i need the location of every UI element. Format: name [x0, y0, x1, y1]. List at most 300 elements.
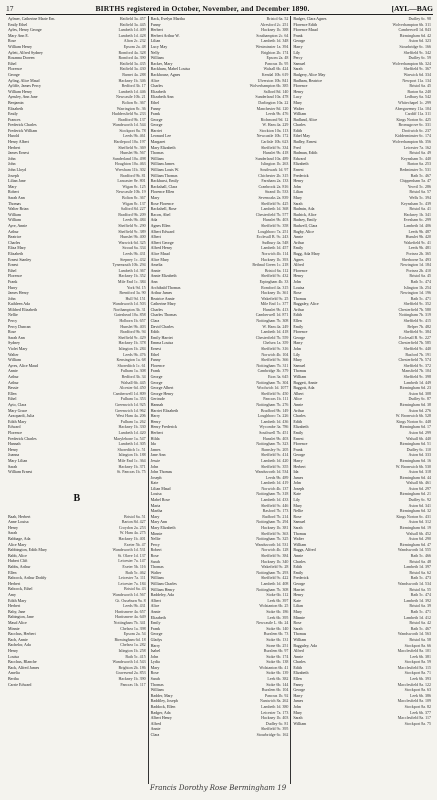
entry-district: Leek — [410, 676, 419, 682]
entry-volume-page: 7b. 308 — [275, 586, 289, 592]
entry-district: Epsom — [123, 631, 135, 637]
entry-volume-page: 10a. 478 — [273, 94, 289, 100]
entry-district: Wandsworth — [112, 301, 133, 307]
entry-name: Ayling, Alice Maud — [8, 77, 40, 83]
entry-district: Lambeth — [118, 27, 133, 33]
entry-district: Bristol — [409, 558, 421, 564]
entry-district: Macclesfield — [397, 698, 419, 704]
entry-volume-page: 1c. 364 — [132, 457, 146, 463]
entry-district: Bristol — [409, 603, 421, 609]
entry-volume-page: 7b. 559 — [275, 334, 289, 340]
entry-district: Whitechapel — [398, 99, 419, 105]
entry-name: Badger, Ada — [150, 709, 171, 715]
entry-district: Wigan — [122, 183, 133, 189]
entry-volume-page: 6a. 43 — [134, 586, 146, 592]
entry-name: Ethel — [8, 60, 17, 66]
entry-name: Backshall, Clara — [150, 183, 178, 189]
entry-volume-page: 1d. 428 — [132, 32, 146, 38]
entry-name: Badman, Edith — [293, 150, 318, 156]
entry-volume-page: 8a. 117 — [418, 715, 432, 721]
entry-district: Kensington — [116, 357, 135, 363]
entry-volume-page: 9c. 398 — [418, 374, 432, 379]
entry-district: Wandsworth — [112, 659, 133, 665]
entry-name: Percy — [293, 55, 303, 61]
entry-name: Fanny — [293, 681, 304, 687]
entry-district: Macclesfield — [397, 681, 419, 687]
entry-volume-page: 6b. 377 — [418, 709, 432, 715]
entry-name: Ellen — [293, 318, 302, 324]
entry-volume-page: 9c. 334 — [275, 144, 289, 150]
entry-volume-page: 5c. 440 — [418, 155, 432, 161]
entry-name: Leonard Lee — [150, 133, 171, 139]
entry-name: Alfred — [293, 262, 304, 268]
entry-district: Barnsley — [261, 446, 276, 452]
entry-district: St. Pancras — [116, 469, 135, 475]
entry-volume-page: 6c. 162 — [275, 732, 289, 737]
entry-district: Marylebone — [113, 435, 133, 441]
entry-district: Droitwich — [402, 127, 419, 133]
entry-name: Samuel — [293, 519, 306, 525]
entry-volume-page: 6b. 97 — [277, 648, 289, 654]
entry-volume-page: 6d. 23 — [420, 385, 432, 391]
entry-name: William Henry — [8, 43, 32, 49]
entry-district: Dudley — [408, 16, 421, 21]
entry-name: Elizabeth — [8, 105, 24, 111]
entry-volume-page: 4b. 33 — [277, 278, 289, 284]
entry-district: Sheffield — [403, 362, 419, 368]
entry-name: Harry — [8, 284, 18, 290]
entry-name: John — [293, 183, 301, 189]
entry-district: Portsea — [406, 250, 419, 256]
entry-name: Frances — [8, 116, 21, 122]
entry-district: Salford — [120, 206, 133, 212]
entry-district: Wandsworth — [397, 580, 419, 586]
entry-volume-page: 6a. 542 — [418, 94, 432, 100]
entry-volume-page: 1b. 361 — [275, 290, 289, 296]
entry-volume-page: 4a. 657 — [132, 608, 146, 614]
entry-name: Harry — [293, 43, 303, 49]
entry-district: Nottingham — [113, 619, 133, 625]
entry-volume-page: 1d. 563 — [418, 631, 432, 637]
entry-name: Badder, Mary — [150, 692, 173, 698]
entry-volume-page: 4b. 104 — [275, 351, 289, 357]
entry-name: Henry — [293, 88, 304, 94]
entry-name: Baggs, Alfred — [293, 547, 316, 553]
entry-volume-page: 7b. 311 — [275, 362, 289, 368]
entry-volume-page: 10b. 172 — [273, 133, 289, 139]
entry-district: Newcastle — [116, 189, 133, 195]
entry-district: Nottingham — [256, 318, 276, 324]
entry-volume-page: 1d. 925 — [132, 401, 146, 407]
entry-name: Hannah — [8, 441, 21, 447]
entry-district: Sheffield — [403, 329, 419, 335]
entry-district: Lambeth — [261, 38, 276, 44]
entry-name: Frederick Charles — [8, 435, 37, 441]
entry-district: Stone — [266, 642, 276, 648]
entry-district: Hackney — [118, 424, 133, 430]
entry-name: Annie — [150, 267, 161, 273]
entry-district: Stockport — [404, 704, 421, 710]
entry-name: John — [293, 704, 301, 710]
entry-name: Rose — [293, 513, 302, 519]
entry-district: W. Bromwich — [395, 413, 419, 419]
entry-volume-page: 1b. 352 — [132, 273, 146, 279]
entry-district: Keynsham — [401, 200, 419, 206]
entry-volume-page: 1b. 341 — [418, 211, 432, 217]
entry-volume-page: 6b. 397 — [275, 597, 289, 603]
entry-district: Alton — [123, 38, 133, 44]
entry-district: Loughboro — [257, 413, 276, 419]
entry-volume-page: 9b. 413 — [275, 306, 289, 312]
entry-district: Lambeth — [118, 88, 133, 94]
entry-name: Harry — [293, 457, 303, 463]
entry-volume-page: 2b. 365 — [418, 250, 432, 256]
entry-name: Florence — [8, 66, 22, 72]
entry-district: Stockport — [404, 720, 421, 726]
entry-district: Bedminster — [399, 167, 419, 173]
entry-volume-page: 1d. 809 — [132, 390, 146, 396]
entry-district: Gt. Ouseburn — [115, 597, 137, 603]
entry-district: Hackney — [118, 273, 133, 279]
entry-volume-page: 1b. 117 — [132, 681, 146, 687]
entry-name: Alice — [150, 77, 160, 83]
entry-district: Sheffield — [403, 49, 419, 55]
page-title: BIRTHS registered in October, November, and December 1890. — [95, 3, 310, 13]
entry-volume-page: 7b. 191 — [418, 351, 432, 357]
entry-district: Chesterfield — [398, 357, 419, 363]
entry-district: Stourbridge — [399, 43, 419, 49]
entry-name: Annie — [150, 608, 161, 614]
entry-district: Stockport — [404, 659, 421, 665]
entry-volume-page: 1c. 61 — [134, 362, 146, 368]
entry-name: William — [150, 155, 164, 161]
entry-name: Joseph — [150, 474, 162, 480]
entry-name: William James — [150, 161, 175, 167]
entry-volume-page: 9c. 389 — [132, 228, 146, 234]
entry-district: Warwick — [118, 239, 133, 245]
entry-name: Arthur — [293, 306, 305, 312]
entry-volume-page: 6d. 19 — [420, 525, 432, 531]
entry-volume-page: 7b. 304 — [275, 379, 289, 385]
entry-name: Bagby, Alice — [293, 228, 314, 234]
entry-name: Sydney — [8, 340, 20, 346]
entry-name: Louisa — [150, 491, 162, 497]
entry-name: Arthur — [8, 379, 19, 385]
entry-district: Wigan — [122, 200, 133, 206]
entry-name: Frank — [293, 32, 303, 38]
entry-volume-page: 4a. 229 — [275, 122, 289, 128]
entry-volume-page: 6a. 48 — [420, 558, 432, 564]
entry-name: Mary Ann E. — [8, 32, 29, 38]
entry-name: Ethel — [150, 99, 160, 105]
entry-name: Harry — [150, 642, 160, 648]
entry-name: Amelia — [8, 670, 20, 676]
entry-district: Chichester — [258, 172, 276, 178]
entry-district: Leek — [410, 653, 419, 659]
entry-name: Ellen — [8, 569, 17, 575]
entry-district: Stockport — [404, 642, 421, 648]
entry-district: Hunslet — [262, 306, 276, 312]
entry-volume-page: 9b. 137 — [132, 116, 146, 122]
entry-district: Leeds — [123, 351, 133, 357]
entry-name: Bagguley, Ada — [293, 642, 317, 648]
entry-name: Kate — [293, 491, 301, 497]
entry-volume-page: 5c. 466 — [418, 553, 432, 558]
entry-volume-page: 1d. 420 — [275, 457, 289, 463]
column-1 — [6, 16, 149, 784]
entry-district: Sheffield — [118, 144, 133, 150]
entry-name: Sarah — [293, 66, 303, 72]
entry-volume-page: 9c. 414 — [275, 452, 289, 458]
entry-volume-page: 8a. 262 — [275, 698, 289, 704]
entry-name: Lydia — [150, 659, 160, 665]
entry-name: Babbs, Arthur — [8, 564, 31, 570]
entry-name: Joseph — [8, 172, 19, 178]
entry-name: Mary — [293, 357, 303, 363]
entry-volume-page: 8a. 63 — [420, 687, 432, 693]
entry-name: Henry Albert — [8, 139, 29, 145]
entry-district: Sunderland — [255, 155, 274, 161]
entry-volume-page: 3a. 786 — [275, 424, 289, 430]
entry-volume-page: 10a. 197 — [130, 139, 146, 145]
entry-name: Ellen — [8, 390, 17, 396]
entry-volume-page: 5c. 473 — [418, 575, 432, 581]
entry-district: Leicester — [118, 575, 134, 581]
entry-volume-page: 6a. 334 — [132, 245, 146, 251]
entry-name: Herbert — [150, 27, 163, 33]
entry-district: Nottingham — [256, 491, 276, 497]
entry-volume-page: 1b. 75 — [134, 469, 146, 475]
entry-district: Birmingham — [399, 424, 421, 430]
entry-district: Newcastle L. — [256, 620, 278, 626]
entry-district: Wakefield — [261, 564, 278, 570]
entry-district: Hackney — [118, 675, 133, 681]
entry-name: Charles — [293, 122, 306, 128]
entry-district: Hatfield — [119, 66, 133, 72]
entry-name: Lilian — [293, 189, 303, 195]
entry-name: Minnie — [150, 530, 163, 536]
entry-district: Stourbridge — [256, 732, 276, 737]
entry-district: Chesterfield — [255, 211, 276, 217]
entry-district: Newington — [400, 290, 419, 296]
entry-name: Walter — [8, 351, 19, 357]
entry-name: Frederick — [293, 172, 309, 178]
entry-district: Norwich — [261, 351, 276, 357]
entry-name: Sarah Ann — [8, 334, 25, 340]
entry-district: Bath — [410, 608, 419, 614]
entry-name: John — [150, 653, 159, 659]
entry-volume-page: 3b. 379 — [275, 368, 289, 374]
entry-district: Bristol — [124, 513, 135, 519]
entry-district: Hartismere — [115, 608, 133, 614]
entry-district: Hunslet — [262, 150, 276, 156]
entry-district: West Ham — [116, 413, 133, 419]
entry-name: Harriet Elizabeth — [150, 407, 179, 413]
entry-volume-page: 1c. 384 — [132, 278, 146, 284]
entry-name: Edith — [150, 329, 160, 335]
entry-name: Albert — [293, 390, 304, 396]
entry-name: Frederick William — [8, 127, 38, 133]
entry-district: Islington — [118, 647, 133, 653]
entry-volume-page: 6d. 47 — [420, 541, 432, 547]
entry-volume-page: 9c. 415 — [418, 318, 432, 324]
entry-name: Backer, Mary — [150, 60, 173, 66]
entry-volume-page: 6a. 41 — [420, 206, 432, 212]
entry-district: Cambridge — [257, 368, 276, 374]
entry-district: Basford — [262, 508, 276, 514]
entry-district: Stepney — [120, 256, 133, 262]
entry-district: St. Olave — [117, 552, 133, 558]
entry-district: Nottingham — [256, 362, 276, 368]
entry-name: Emily — [293, 323, 304, 329]
entry-district: Bradford — [260, 407, 276, 413]
entry-district: Leek — [267, 597, 276, 603]
entry-volume-page: 5c. 471 — [418, 295, 432, 301]
entry-district: Leek — [410, 692, 419, 698]
entry-volume-page: 6a. 55 — [420, 586, 432, 592]
entry-name: Amy — [8, 592, 16, 597]
entry-volume-page: 6d. 42 — [420, 32, 432, 38]
entry-volume-page: 6b. 324 — [418, 60, 432, 66]
entry-district: Hackney — [118, 536, 133, 542]
entry-volume-page: 3b. 34 — [134, 374, 146, 379]
entry-volume-page: 9c. 316 — [275, 346, 289, 352]
entry-district: Camberwell — [398, 27, 419, 33]
entry-name: Eliza Mary — [8, 245, 26, 251]
entry-volume-page: 7b. 214 — [275, 513, 289, 519]
entry-volume-page: 6c. 87 — [420, 396, 432, 402]
entry-volume-page: 7a. 162 — [418, 144, 432, 150]
entry-name: Bagg, Ada Mary — [293, 250, 320, 256]
entry-name: Charles — [8, 239, 21, 245]
entry-name: Fanny — [150, 357, 161, 363]
entry-district: Dudley — [265, 720, 278, 726]
entry-name: Charles — [293, 659, 306, 665]
entry-district: Hull — [125, 295, 133, 301]
entry-name: James Henry — [8, 290, 29, 296]
entry-name: Walter — [150, 569, 162, 575]
entry-volume-page: 9b. 476 — [132, 351, 146, 357]
entry-name: Alfred — [150, 720, 162, 726]
entry-name: Herbert — [150, 429, 163, 435]
entry-name: William — [8, 217, 21, 223]
entry-name: Baddiley, Joseph — [150, 698, 178, 704]
entry-district: Dudley — [408, 497, 421, 503]
entry-district: Wakefield — [403, 239, 421, 245]
entry-district: Wolverhampton — [392, 139, 419, 145]
entry-name: Percy Duncan — [8, 323, 31, 329]
entry-district: Aston — [408, 519, 419, 525]
entry-name: Harriet — [293, 586, 305, 592]
entry-volume-page: 10a. 113 — [273, 127, 289, 133]
entry-name: Rose — [150, 670, 159, 676]
entry-name: Thomas — [150, 681, 164, 687]
entry-district: Hackney — [403, 211, 419, 217]
entry-district: Hackney — [118, 463, 133, 469]
entry-volume-page: 9d. 12 — [277, 116, 289, 122]
entry-volume-page: 1d. 137 — [132, 552, 146, 558]
entry-name: Florence — [293, 441, 308, 447]
entry-volume-page: 6b. 144 — [275, 681, 289, 687]
entry-name: David Charles — [150, 323, 174, 329]
entry-name: George — [150, 122, 163, 128]
entry-district: Richmond — [260, 116, 278, 122]
entry-name: George — [150, 379, 163, 385]
entry-district: Macclesfield — [397, 648, 419, 654]
entry-volume-page: 2b. 315 — [275, 172, 289, 178]
entry-district: Nottingham — [256, 379, 276, 385]
entry-district: Bath — [410, 278, 419, 284]
entry-volume-page: 9b. 481 — [418, 245, 432, 251]
entry-district: Evesham — [403, 217, 419, 223]
entry-district: Wolverhampton — [249, 83, 276, 89]
entry-district: Leeds — [123, 603, 133, 609]
entry-district: Bedford — [121, 83, 135, 89]
entry-name: Emily — [293, 429, 304, 435]
entry-district: Sheffield — [260, 200, 276, 206]
entry-name: Louisa — [293, 284, 305, 290]
entry-district: Stoke — [266, 608, 276, 614]
entry-volume-page: 4a. 206 — [132, 413, 146, 419]
entry-district: Lambeth — [118, 267, 133, 273]
entry-volume-page: 5c. 462 — [132, 569, 146, 575]
entry-name: James — [150, 446, 161, 452]
entry-volume-page: 8e. 801 — [132, 178, 146, 184]
entry-district: Hatfield — [119, 21, 133, 27]
entry-district: Lambeth — [261, 457, 276, 463]
entry-district: Ledbury — [404, 94, 419, 100]
entry-volume-page: 6c. 174 — [418, 133, 432, 139]
entry-name: Nellie — [150, 536, 161, 542]
entry-district: Lambeth — [261, 480, 276, 486]
entry-volume-page: 1d. 531 — [132, 547, 146, 553]
entry-district: Nottingham — [256, 586, 276, 592]
entry-district: Southwark — [260, 167, 278, 173]
entry-volume-page: 6c. 448 — [418, 418, 432, 424]
entry-volume-page: 1d. 408 — [275, 580, 289, 586]
entry-name: Bacchus, Herbert — [8, 631, 36, 637]
entry-volume-page: 3b. 31 — [134, 306, 146, 312]
entry-district: Farnham — [261, 178, 276, 184]
entry-name: Edith — [293, 418, 303, 424]
entry-name: Minnie — [293, 614, 305, 620]
entry-name: Mary Elizabeth — [150, 525, 176, 531]
entry-district: Aston — [408, 452, 419, 458]
entry-volume-page: 9c. 352 — [418, 301, 432, 307]
entry-volume-page: 1c. 299 — [418, 99, 432, 105]
entry-district: Birmingham — [399, 474, 421, 480]
entry-name: Sarah — [293, 200, 303, 206]
entry-district: Nottingham — [256, 569, 276, 575]
entry-volume-page: 2a. 48 — [134, 43, 146, 49]
entry-volume-page: 9b. 403 — [275, 435, 289, 441]
entry-name: Fanny — [150, 21, 161, 27]
entry-volume-page: 6b. 131 — [275, 636, 289, 642]
entry-name: Fred — [293, 144, 301, 150]
entry-volume-page: 9c. 227 — [418, 334, 432, 340]
entry-district: Leeds — [123, 133, 133, 139]
entry-volume-page: 2a. 816 — [275, 183, 289, 189]
entry-name: Henry — [293, 592, 304, 598]
entry-volume-page: 7a. 251 — [275, 228, 289, 234]
entry-volume-page: 1b. 188 — [132, 452, 146, 458]
entry-district: Pancras — [264, 60, 278, 66]
entry-district: Stockport — [119, 127, 135, 133]
entry-district: Hartlepool — [113, 139, 131, 145]
entry-volume-page: 6b. 382 — [275, 676, 289, 682]
entry-district: Chippenham — [399, 178, 421, 184]
entry-district: Loughboro — [257, 228, 276, 234]
